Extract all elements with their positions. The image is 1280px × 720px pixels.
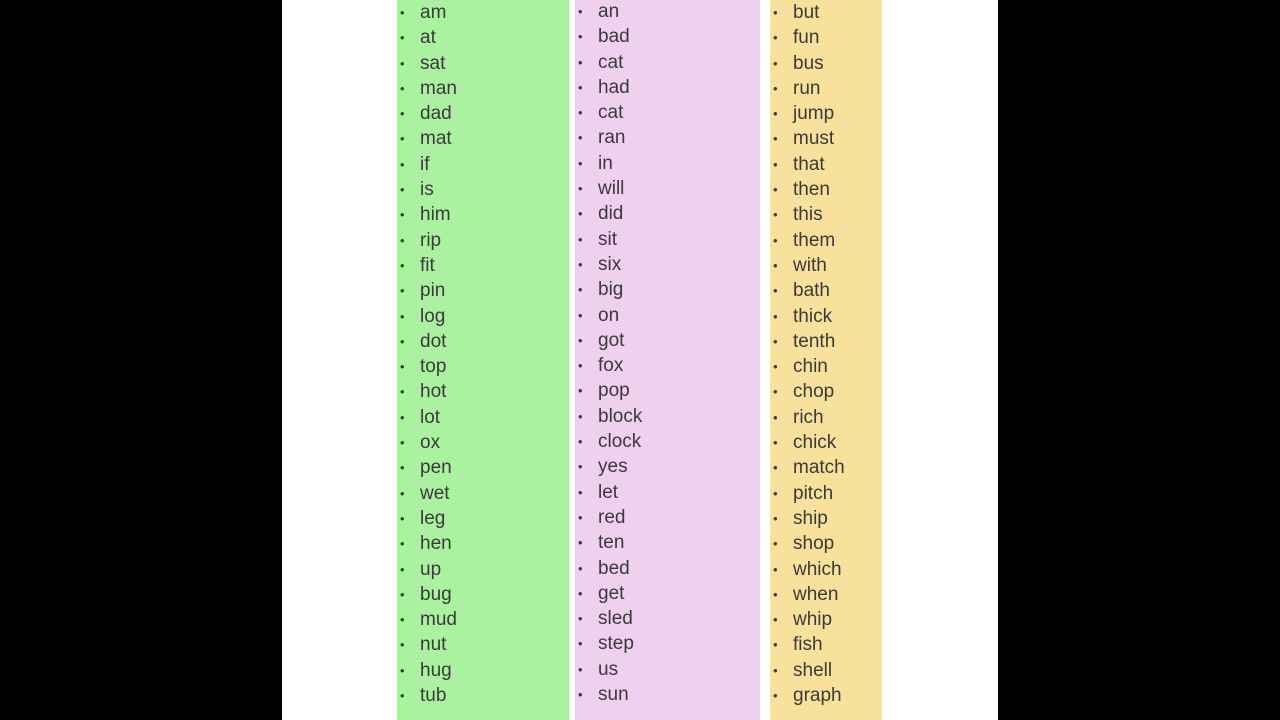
word-item — [770, 0, 882, 25]
word-item — [770, 506, 882, 531]
word-text: got — [598, 329, 625, 351]
word-item — [397, 354, 569, 379]
bullet-icon: • — [773, 510, 778, 526]
bullet-icon: • — [400, 460, 405, 476]
word-item — [770, 607, 882, 632]
word-item — [575, 328, 760, 353]
word-text: us — [598, 658, 619, 680]
word-text: sat — [420, 52, 446, 74]
word-item — [770, 25, 882, 50]
word-column-2 — [575, 0, 760, 720]
word-item — [575, 581, 760, 606]
bullet-icon: • — [400, 131, 405, 147]
bullet-icon: • — [773, 182, 778, 198]
bullet-icon: • — [578, 130, 583, 146]
bullet-icon: • — [773, 688, 778, 704]
bullet-icon: • — [773, 55, 778, 71]
word-text: bath — [793, 280, 830, 302]
word-text: lot — [420, 406, 441, 428]
word-item — [397, 455, 569, 480]
word-text: thick — [793, 305, 833, 327]
bullet-icon: • — [400, 612, 405, 628]
word-text: chin — [793, 356, 828, 378]
word-text: nut — [420, 634, 447, 656]
word-text: rich — [793, 406, 824, 428]
bullet-icon: • — [773, 359, 778, 375]
bullet-icon: • — [400, 485, 405, 501]
word-item — [397, 607, 569, 632]
word-text: ox — [420, 432, 441, 454]
word-item — [397, 177, 569, 202]
word-list-1 — [397, 0, 569, 708]
word-item — [575, 24, 760, 49]
word-item — [397, 481, 569, 506]
word-text: ship — [793, 507, 828, 529]
word-text: which — [793, 558, 842, 580]
word-text: get — [598, 582, 625, 604]
bullet-icon: • — [578, 307, 583, 323]
bullet-icon: • — [773, 257, 778, 273]
word-item — [397, 506, 569, 531]
word-item — [575, 125, 760, 150]
word-list-2 — [575, 0, 760, 707]
bullet-icon: • — [400, 561, 405, 577]
bullet-icon: • — [400, 30, 405, 46]
bullet-icon: • — [578, 408, 583, 424]
bullet-icon: • — [578, 484, 583, 500]
bullet-icon: • — [578, 256, 583, 272]
word-item — [397, 278, 569, 303]
word-item — [770, 278, 882, 303]
word-text: clock — [598, 431, 642, 453]
word-text: then — [793, 179, 830, 201]
word-item — [575, 252, 760, 277]
word-item — [770, 304, 882, 329]
word-text: red — [598, 506, 626, 528]
bullet-icon: • — [400, 510, 405, 526]
word-item — [575, 606, 760, 631]
bullet-icon: • — [400, 207, 405, 223]
word-item — [575, 404, 760, 429]
word-text: bed — [598, 557, 630, 579]
bullet-icon: • — [773, 156, 778, 172]
word-item — [397, 76, 569, 101]
word-text: top — [420, 356, 447, 378]
word-text: tub — [420, 685, 447, 707]
bullet-icon: • — [400, 232, 405, 248]
word-item — [770, 228, 882, 253]
word-item — [397, 557, 569, 582]
word-text: hug — [420, 659, 452, 681]
bullet-icon: • — [773, 485, 778, 501]
bullet-icon: • — [578, 181, 583, 197]
word-item — [770, 329, 882, 354]
word-item — [770, 557, 882, 582]
word-text: wet — [420, 482, 450, 504]
word-item — [770, 379, 882, 404]
word-text: yes — [598, 456, 628, 478]
word-item — [770, 177, 882, 202]
word-item — [397, 329, 569, 354]
word-item — [575, 227, 760, 252]
word-item — [770, 531, 882, 556]
word-text: must — [793, 128, 835, 150]
word-text: ran — [598, 127, 626, 149]
word-item — [575, 176, 760, 201]
word-text: big — [598, 279, 624, 301]
word-text: cat — [598, 51, 624, 73]
word-item — [397, 582, 569, 607]
bullet-icon: • — [400, 55, 405, 71]
word-text: in — [598, 152, 613, 174]
word-item — [575, 454, 760, 479]
bullet-icon: • — [400, 156, 405, 172]
bullet-icon: • — [578, 687, 583, 703]
word-item — [575, 353, 760, 378]
word-item — [770, 430, 882, 455]
word-text: with — [793, 254, 827, 276]
word-text: chick — [793, 432, 837, 454]
bullet-icon: • — [400, 384, 405, 400]
word-item — [770, 481, 882, 506]
word-item — [575, 378, 760, 403]
word-item — [575, 505, 760, 530]
bullet-icon: • — [773, 207, 778, 223]
bullet-icon: • — [578, 636, 583, 652]
bullet-icon: • — [578, 661, 583, 677]
word-text: fish — [793, 634, 823, 656]
bullet-icon: • — [773, 536, 778, 552]
word-text: ten — [598, 532, 625, 554]
word-text: them — [793, 229, 836, 251]
bullet-icon: • — [578, 434, 583, 450]
word-text: bug — [420, 583, 452, 605]
word-item — [575, 151, 760, 176]
bullet-icon: • — [773, 5, 778, 20]
word-item — [770, 202, 882, 227]
word-text: log — [420, 305, 446, 327]
bullet-icon: • — [773, 232, 778, 248]
word-text: step — [598, 633, 634, 655]
word-item — [397, 405, 569, 430]
word-item — [397, 379, 569, 404]
word-text: is — [420, 179, 434, 201]
bullet-icon: • — [400, 637, 405, 653]
word-item — [397, 202, 569, 227]
word-item — [770, 253, 882, 278]
bullet-icon: • — [578, 206, 583, 222]
bullet-icon: • — [773, 586, 778, 602]
word-item — [575, 277, 760, 302]
bullet-icon: • — [578, 585, 583, 601]
word-text: that — [793, 153, 825, 175]
word-text: when — [793, 583, 839, 605]
word-item — [397, 632, 569, 657]
word-text: pop — [598, 380, 630, 402]
bullet-icon: • — [773, 131, 778, 147]
word-item — [770, 76, 882, 101]
word-item — [397, 152, 569, 177]
bullet-icon: • — [773, 409, 778, 425]
word-text: hot — [420, 381, 447, 403]
word-item — [575, 0, 760, 24]
word-text: jump — [793, 103, 835, 125]
word-item — [575, 682, 760, 707]
bullet-icon: • — [400, 80, 405, 96]
word-text: did — [598, 203, 624, 225]
bullet-icon: • — [578, 155, 583, 171]
word-item — [770, 632, 882, 657]
word-column-3 — [770, 0, 882, 720]
word-item — [397, 228, 569, 253]
word-text: had — [598, 76, 630, 98]
word-text: mud — [420, 609, 457, 631]
bullet-icon: • — [773, 637, 778, 653]
bullet-icon: • — [578, 383, 583, 399]
word-text: graph — [793, 685, 842, 707]
bullet-icon: • — [578, 54, 583, 70]
word-item — [575, 75, 760, 100]
bullet-icon: • — [578, 509, 583, 525]
word-item — [575, 631, 760, 656]
word-text: will — [598, 178, 625, 200]
bullet-icon: • — [400, 536, 405, 552]
bullet-icon: • — [400, 5, 405, 20]
word-text: if — [420, 153, 430, 175]
word-text: dot — [420, 330, 447, 352]
word-text: leg — [420, 507, 446, 529]
word-item — [397, 531, 569, 556]
word-text: pitch — [793, 482, 834, 504]
word-item — [575, 480, 760, 505]
bullet-icon: • — [400, 182, 405, 198]
word-text: match — [793, 457, 845, 479]
word-text: up — [420, 558, 442, 580]
word-item — [770, 51, 882, 76]
word-text: chop — [793, 381, 835, 403]
bullet-icon: • — [773, 333, 778, 349]
word-text: six — [598, 253, 622, 275]
word-item — [770, 405, 882, 430]
word-list-page — [282, 0, 998, 720]
word-item — [397, 683, 569, 708]
bullet-icon: • — [400, 257, 405, 273]
word-text: rip — [420, 229, 442, 251]
word-item — [770, 126, 882, 151]
bullet-icon: • — [773, 30, 778, 46]
word-item — [397, 253, 569, 278]
word-list-3 — [770, 0, 882, 708]
word-text: am — [420, 2, 447, 23]
word-text: shell — [793, 659, 833, 681]
word-item — [575, 100, 760, 125]
bullet-icon: • — [773, 80, 778, 96]
word-item — [575, 657, 760, 682]
word-text: tenth — [793, 330, 836, 352]
word-text: sun — [598, 684, 629, 706]
word-text: fox — [598, 355, 624, 377]
word-text: pin — [420, 280, 446, 302]
word-text: him — [420, 204, 451, 226]
bullet-icon: • — [400, 359, 405, 375]
bullet-icon: • — [773, 283, 778, 299]
bullet-icon: • — [578, 459, 583, 475]
bullet-icon: • — [400, 688, 405, 704]
word-text: fit — [420, 254, 435, 276]
word-item — [575, 556, 760, 581]
word-text: at — [420, 27, 436, 49]
word-text: sled — [598, 608, 633, 630]
bullet-icon: • — [578, 611, 583, 627]
word-item — [397, 126, 569, 151]
word-item — [770, 455, 882, 480]
word-item — [770, 582, 882, 607]
bullet-icon: • — [773, 460, 778, 476]
word-item — [575, 303, 760, 328]
bullet-icon: • — [578, 105, 583, 121]
bullet-icon: • — [773, 662, 778, 678]
word-text: bad — [598, 26, 630, 48]
word-item — [575, 50, 760, 75]
word-item — [770, 658, 882, 683]
word-text: fun — [793, 27, 820, 49]
bullet-icon: • — [400, 435, 405, 451]
bullet-icon: • — [773, 561, 778, 577]
word-column-1 — [397, 0, 569, 720]
word-text: this — [793, 204, 823, 226]
bullet-icon: • — [578, 560, 583, 576]
bullet-icon: • — [578, 332, 583, 348]
bullet-icon: • — [578, 79, 583, 95]
word-text: let — [598, 481, 619, 503]
word-item — [770, 101, 882, 126]
word-item — [397, 658, 569, 683]
bullet-icon: • — [400, 308, 405, 324]
word-text: mat — [420, 128, 452, 150]
word-text: an — [598, 1, 620, 22]
word-text: but — [793, 2, 820, 23]
word-text: bus — [793, 52, 824, 74]
bullet-icon: • — [400, 283, 405, 299]
word-item — [397, 304, 569, 329]
word-item — [575, 530, 760, 555]
word-item — [397, 51, 569, 76]
word-item — [770, 683, 882, 708]
word-text: cat — [598, 102, 624, 124]
bullet-icon: • — [400, 662, 405, 678]
word-text: man — [420, 77, 457, 99]
bullet-icon: • — [578, 231, 583, 247]
bullet-icon: • — [400, 409, 405, 425]
bullet-icon: • — [578, 358, 583, 374]
word-item — [770, 354, 882, 379]
word-text: block — [598, 405, 643, 427]
word-text: sit — [598, 228, 617, 250]
word-item — [575, 201, 760, 226]
bullet-icon: • — [578, 535, 583, 551]
bullet-icon: • — [578, 29, 583, 45]
bullet-icon: • — [773, 384, 778, 400]
word-item — [397, 101, 569, 126]
bullet-icon: • — [773, 435, 778, 451]
word-text: pen — [420, 457, 452, 479]
bullet-icon: • — [773, 106, 778, 122]
word-text: on — [598, 304, 620, 326]
word-item — [397, 0, 569, 25]
word-item — [397, 25, 569, 50]
bullet-icon: • — [400, 106, 405, 122]
bullet-icon: • — [578, 4, 583, 19]
word-text: shop — [793, 533, 835, 555]
word-text: hen — [420, 533, 452, 555]
word-item — [575, 429, 760, 454]
word-text: whip — [793, 609, 833, 631]
word-text: run — [793, 77, 821, 99]
bullet-icon: • — [773, 308, 778, 324]
word-item — [770, 152, 882, 177]
bullet-icon: • — [578, 282, 583, 298]
bullet-icon: • — [400, 333, 405, 349]
word-text: dad — [420, 103, 452, 125]
word-item — [397, 430, 569, 455]
bullet-icon: • — [773, 612, 778, 628]
bullet-icon: • — [400, 586, 405, 602]
